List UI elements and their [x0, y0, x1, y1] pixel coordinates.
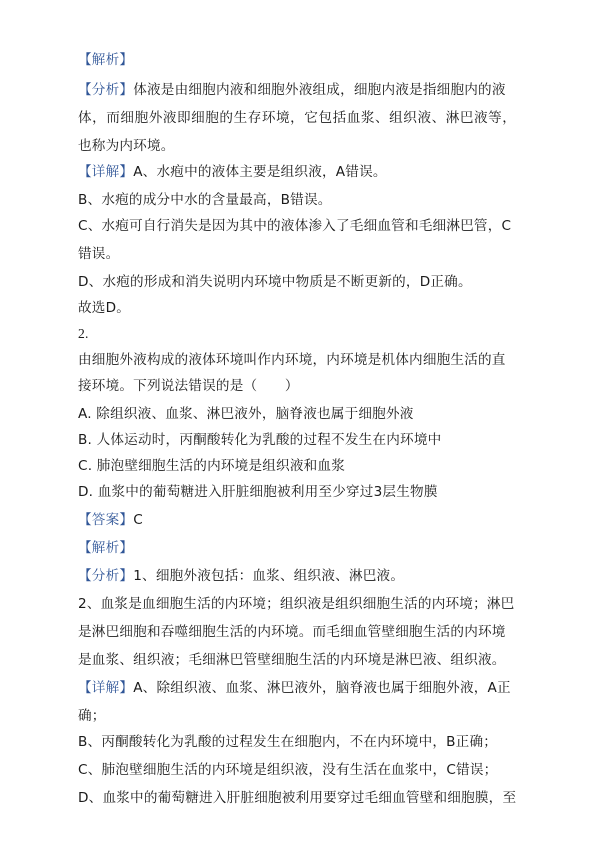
text-line: C、水疱可自行消失是因为其中的液体渗入了毛细血管和毛细淋巴管，C	[78, 218, 512, 234]
question-stem: 由细胞外液构成的液体环境叫作内环境，内环境是机体内细胞生活的直	[78, 352, 506, 368]
text-line: 故选D。	[78, 300, 131, 316]
answer-line: 【答案】C	[78, 512, 143, 528]
option-a: A. 除组织液、血浆、淋巴液外，脑脊液也属于细胞外液	[78, 406, 414, 422]
text-line: 错误。	[78, 246, 120, 262]
question-number: 2.	[78, 326, 89, 341]
text-line: 是淋巴细胞和吞噬细胞生活的内环境。而毛细血管壁细胞生活的内环境	[78, 624, 506, 640]
text-line: B、水疱的成分中水的含量最高，B错误。	[78, 192, 332, 208]
text-line: 是血浆、组织液；毛细淋巴管壁细胞生活的内环境是淋巴液、组织液。	[78, 652, 506, 668]
option-d: D. 血浆中的葡萄糖进入肝脏细胞被利用至少穿过3层生物膜	[78, 484, 438, 500]
text-line: 【详解】A、除组织液、血浆、淋巴液外，脑脊液也属于细胞外液，A正	[78, 680, 511, 696]
text-line: 2、血浆是血细胞生活的内环境；组织液是组织细胞生活的内环境；淋巴	[78, 596, 515, 612]
option-c: C. 肺泡壁细胞生活的内环境是组织液和血浆	[78, 458, 346, 474]
text-line: 体，而细胞外液即细胞的生存环境，它包括血浆、组织液、淋巴液等，	[78, 110, 517, 126]
option-b: B. 人体运动时，丙酮酸转化为乳酸的过程不发生在内环境中	[78, 432, 442, 448]
text-line: B、丙酮酸转化为乳酸的过程发生在细胞内，不在内环境中，B正确；	[78, 734, 498, 750]
text-line: D、水疱的形成和消失说明内环境中物质是不断更新的，D正确。	[78, 274, 472, 290]
section-heading-analysis: 【解析】	[78, 540, 134, 556]
question-stem: 接环境。下列说法错误的是（ ）	[78, 378, 299, 394]
text-line: 也称为内环境。	[78, 138, 175, 154]
text-line: D、血浆中的葡萄糖进入肝脏细胞被利用要穿过毛细血管壁和细胞膜，至	[78, 790, 517, 806]
text-line: 【分析】1、细胞外液包括：血浆、组织液、淋巴液。	[78, 568, 405, 584]
text-line: 【分析】体液是由细胞内液和细胞外液组成，细胞内液是指细胞内的液	[78, 82, 506, 98]
section-heading-analysis: 【解析】	[78, 52, 134, 68]
text-line: 确；	[78, 708, 106, 724]
text-line: 【详解】A、水疱中的液体主要是组织液，A错误。	[78, 164, 387, 180]
text-line: C、肺泡壁细胞生活的内环境是组织液，没有生活在血浆中，C错误；	[78, 762, 498, 778]
